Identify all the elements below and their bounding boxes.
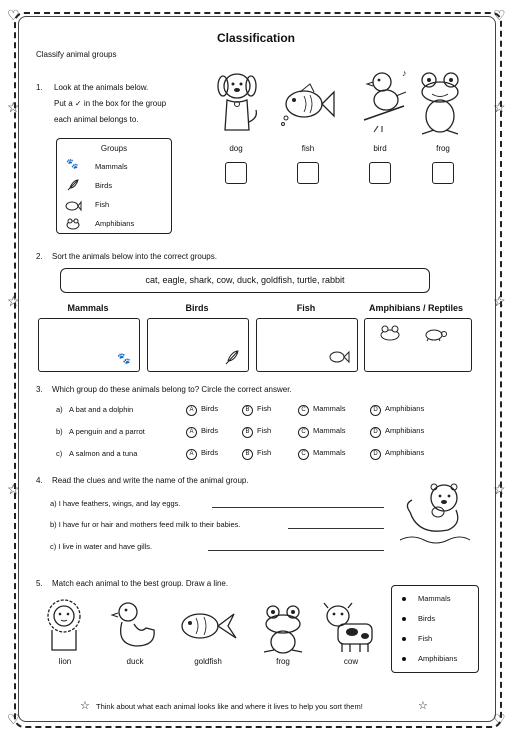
sort-box-fish[interactable] [256, 318, 358, 372]
option-letter-circle: C [298, 449, 309, 460]
clue-b: b) I have fur or hair and mothers feed milk to their babies. [50, 520, 241, 529]
groups-legend [56, 138, 172, 234]
q3-prompt: Which group do these animals belong to? Circle the correct answer. [52, 385, 292, 394]
q3-option[interactable] [298, 448, 346, 460]
star-icon: ☆ [7, 481, 20, 497]
dog-illustration [212, 66, 262, 138]
q3-row-letter: a) [56, 405, 63, 414]
q3-option[interactable] [242, 404, 271, 416]
option-label: Birds [201, 426, 219, 435]
q3-option[interactable] [370, 426, 424, 438]
otter-illustration [398, 478, 472, 548]
q3-option[interactable] [186, 404, 218, 416]
q1-line3: each animal belongs to. [54, 115, 139, 124]
option-label: Amphibians [385, 426, 425, 435]
option-label: Fish [257, 404, 272, 413]
sort-header-mammals: Mammals [67, 303, 109, 313]
feather-icon [66, 178, 80, 196]
option-label: Fish [257, 448, 272, 457]
option-label: Amphibians [385, 404, 425, 413]
match-dot-mammals[interactable] [402, 597, 406, 601]
fish-illustration [280, 80, 336, 130]
option-label: Mammals [313, 426, 346, 435]
option-letter-circle: B [242, 449, 253, 460]
star-icon: ☆ [7, 99, 20, 115]
animal-label-fish: fish [301, 144, 315, 153]
duck-illustration [112, 600, 158, 652]
q1-number: 1. [36, 83, 43, 92]
option-label: Birds [201, 404, 219, 413]
fish-icon [65, 198, 81, 216]
q1-line1: Look at the animals below. [54, 83, 149, 92]
sort-box-amphibians-reptiles[interactable] [364, 318, 472, 372]
q2-prompt: Sort the animals below into the correct groups. [52, 252, 217, 261]
q5-prompt: Match each animal to the best group. Draw a line. [52, 579, 229, 588]
q3-row-question: A salmon and a tuna [69, 449, 138, 458]
match-groups-box [391, 585, 479, 673]
q1-line2: Put a ✓ in the box for the group [54, 99, 167, 108]
match-animal-cow: cow [343, 657, 359, 666]
sort-header-fish: Fish [296, 303, 316, 313]
star-icon: ☆ [493, 293, 506, 309]
option-letter-circle: A [186, 405, 197, 416]
q3-option[interactable] [242, 426, 271, 438]
heart-icon: ♡ [7, 7, 20, 23]
q3-row-question: A bat and a dolphin [69, 405, 134, 414]
paw-icon: 🐾 [66, 159, 79, 170]
q3-row-letter: c) [56, 449, 63, 458]
option-label: Fish [257, 426, 272, 435]
match-group-mammals: Mammals [418, 594, 451, 603]
option-label: Amphibians [385, 448, 425, 457]
star-icon: ☆ [7, 293, 20, 309]
match-dot-amphibians[interactable] [402, 657, 406, 661]
q2-number: 2. [36, 252, 43, 261]
q3-option[interactable] [242, 448, 271, 460]
star-icon: ☆ [80, 700, 90, 712]
checkbox-frog[interactable] [432, 162, 454, 184]
page-title: Classification [216, 31, 296, 45]
legend-birds: Birds [95, 181, 113, 190]
animal-label-frog: frog [436, 144, 450, 153]
word-bank-text: cat, eagle, shark, cow, duck, goldfish, turtle, rabbit [145, 275, 345, 285]
q4-prompt: Read the clues and write the name of the animal group. [52, 476, 249, 485]
fish-icon [329, 351, 349, 363]
option-letter-circle: C [298, 427, 309, 438]
frog-icon [66, 216, 80, 234]
match-group-birds: Birds [418, 614, 436, 623]
heart-icon: ♡ [493, 7, 506, 23]
match-animal-lion: lion [58, 657, 72, 666]
star-icon: ☆ [493, 99, 506, 115]
q3-number: 3. [36, 385, 43, 394]
option-label: Birds [201, 448, 219, 457]
option-letter-circle: D [370, 449, 381, 460]
page-subtitle: Classify animal groups [36, 50, 117, 59]
option-label: Mammals [313, 404, 346, 413]
cow-illustration [320, 602, 376, 654]
answer-line-b[interactable] [288, 528, 384, 529]
match-dot-fish[interactable] [402, 637, 406, 641]
turtle-icon [423, 327, 447, 341]
match-animal-frog: frog [276, 657, 290, 666]
frog-illustration [260, 604, 306, 654]
option-letter-circle: A [186, 449, 197, 460]
checkbox-bird[interactable] [369, 162, 391, 184]
clue-c: c) I live in water and have gills. [50, 542, 153, 551]
match-animal-duck: duck [126, 657, 144, 666]
match-group-amphibians: Amphibians [418, 654, 458, 663]
svg-text:♪: ♪ [402, 68, 407, 78]
q4-number: 4. [36, 476, 43, 485]
paw-icon: 🐾 [117, 353, 131, 365]
groups-legend-title: Groups [100, 144, 128, 153]
q3-option[interactable] [370, 448, 424, 460]
frog-illustration [416, 70, 464, 138]
checkbox-dog[interactable] [225, 162, 247, 184]
q5-number: 5. [36, 579, 43, 588]
animal-label-bird: bird [373, 144, 387, 153]
q3-option[interactable] [186, 426, 218, 438]
clue-a: a) I have feathers, wings, and lay eggs. [50, 499, 181, 508]
sort-box-birds[interactable] [147, 318, 249, 372]
legend-fish: Fish [95, 200, 110, 209]
frog-icon [379, 325, 401, 341]
star-icon: ☆ [493, 481, 506, 497]
option-label: Mammals [313, 448, 346, 457]
option-letter-circle: B [242, 405, 253, 416]
option-letter-circle: D [370, 405, 381, 416]
checkbox-fish[interactable] [297, 162, 319, 184]
sort-header-amphibians-reptiles: Amphibians / Reptiles [368, 303, 464, 313]
sort-box-mammals[interactable] [38, 318, 140, 372]
q3-row-question: A penguin and a parrot [69, 427, 145, 436]
footer-tip: Think about what each animal looks like and where it lives to help you sort them! [96, 702, 363, 711]
word-bank [60, 268, 430, 293]
answer-line-a[interactable] [212, 507, 384, 508]
sort-header-birds: Birds [185, 303, 209, 313]
option-letter-circle: C [298, 405, 309, 416]
legend-amphibians: Amphibians [95, 219, 135, 228]
match-animal-goldfish: goldfish [194, 657, 222, 666]
bird-illustration [360, 66, 412, 136]
q3-option[interactable] [298, 426, 346, 438]
q3-option[interactable] [186, 448, 218, 460]
option-letter-circle: D [370, 427, 381, 438]
q3-row-letter: b) [56, 427, 63, 436]
option-letter-circle: A [186, 427, 197, 438]
feather-icon [224, 349, 240, 365]
q3-option[interactable] [370, 404, 424, 416]
match-dot-birds[interactable] [402, 617, 406, 621]
answer-line-c[interactable] [208, 550, 384, 551]
heart-icon: ♡ [493, 711, 506, 727]
heart-icon: ♡ [7, 711, 20, 727]
option-letter-circle: B [242, 427, 253, 438]
goldfish-illustration [178, 608, 240, 644]
star-icon: ☆ [418, 700, 428, 712]
match-group-fish: Fish [418, 634, 433, 643]
animal-label-dog: dog [229, 144, 243, 153]
q3-option[interactable] [298, 404, 346, 416]
legend-mammals: Mammals [95, 162, 128, 171]
lion-illustration [38, 598, 90, 652]
